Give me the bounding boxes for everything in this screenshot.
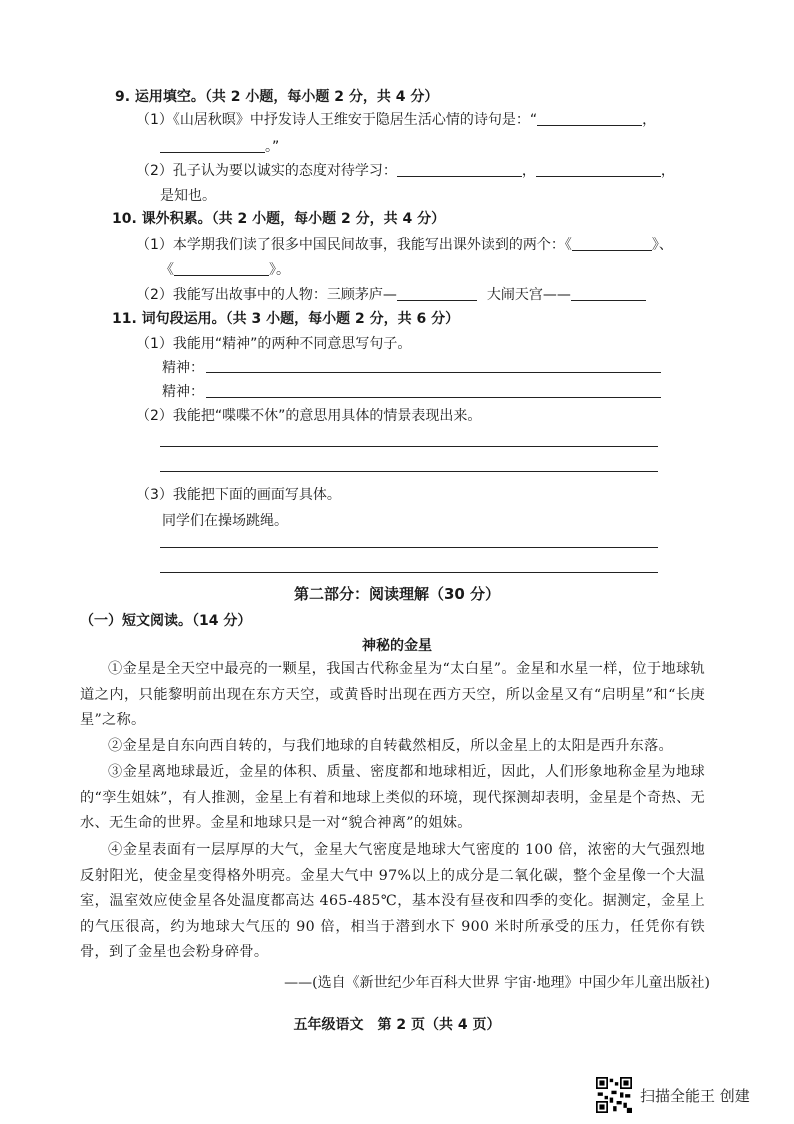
question-10-heading: 10. 课外积累。（共 2 小题，每小题 2 分，共 4 分） bbox=[112, 211, 446, 227]
article-paragraph-1: ①金星是全天空中最亮的一颗星，我国古代称金星为“太白星”。金星和水星一样，位于地球轨道之内，只能黎明前出现在东方天空，或黄昏时出现在西方天空，所以金星又有“启明星”和“长庚星”之称。 bbox=[80, 661, 705, 728]
qr-code-icon bbox=[596, 1077, 632, 1113]
punctuation: ， bbox=[642, 112, 657, 128]
article-source: ——(选自《新世纪少年百科大世界 宇宙·地理》中国少年儿童出版社) bbox=[284, 975, 710, 991]
word-label: 精神： bbox=[162, 360, 204, 376]
question-10-item-2-text: （2）我能写出故事中的人物：三顾茅庐— bbox=[136, 287, 397, 303]
punctuation: 《 bbox=[160, 262, 174, 278]
punctuation: 》。 bbox=[269, 262, 290, 278]
question-10-item-2 bbox=[136, 284, 646, 304]
answer-blank[interactable] bbox=[397, 286, 477, 301]
answer-blank[interactable] bbox=[537, 111, 642, 126]
question-10-item-1-text: （1）本学期我们读了很多中国民间故事，我能写出课外读到的两个：《 bbox=[136, 237, 572, 253]
answer-line[interactable] bbox=[160, 547, 658, 548]
answer-blank[interactable] bbox=[397, 162, 522, 177]
question-11-item-2: （2）我能把“喋喋不休”的意思用具体的情景表现出来。 bbox=[136, 408, 482, 424]
word-label: 精神： bbox=[162, 384, 204, 400]
scanner-watermark bbox=[596, 1077, 750, 1113]
answer-line[interactable] bbox=[206, 397, 661, 398]
answer-line[interactable] bbox=[160, 471, 658, 472]
question-11-heading: 11. 词句段运用。（共 3 小题，每小题 2 分，共 6 分） bbox=[112, 311, 460, 327]
part-2-title: 第二部分：阅读理解（30 分） bbox=[293, 585, 501, 603]
question-10-item-1-line-2 bbox=[160, 259, 290, 279]
punctuation: ， bbox=[660, 163, 675, 179]
question-11-item-1: （1）我能用“精神”的两种不同意思写句子。 bbox=[136, 336, 412, 352]
article-paragraph-4: ④金星表面有一层厚厚的大气，金星大气密度是地球大气密度的 100 倍，浓密的大气强烈地反射阳光，使金星变得格外明亮。金星大气中 97%以上的成分是二氧化碳，整个金星像一个大温室，温室效应使金星各处温度都高达 465-485℃，基本没有昼夜和四季的变化。据测定，金星上的气压很高，约为地球大气压的 90 倍，相当于潜到水下 900 米时所承受的压力，任凭你有铁骨，到了金星也会粉身碎骨。 bbox=[80, 842, 705, 960]
answer-line[interactable] bbox=[206, 372, 661, 373]
question-9-item-2-line-2: 是知也。 bbox=[160, 188, 216, 204]
page-footer: 五年级语文 第 2 页（共 4 页） bbox=[293, 1017, 501, 1033]
watermark-text: 扫描全能王 创建 bbox=[640, 1086, 750, 1105]
punctuation: 。” bbox=[265, 139, 280, 155]
question-10-item-1 bbox=[136, 234, 673, 254]
question-9-item-1-line-2 bbox=[160, 136, 279, 156]
question-9-item-2-text: （2）孔子认为要以诚实的态度对待学习： bbox=[136, 163, 397, 179]
question-11-item-3: （3）我能把下面的画面写具体。 bbox=[136, 487, 341, 503]
answer-blank[interactable] bbox=[572, 236, 652, 251]
question-9-item-1-text: （1）《山居秋暝》中抒发诗人王维安于隐居生活心情的诗句是：“ bbox=[136, 112, 538, 128]
answer-line[interactable] bbox=[160, 572, 658, 573]
question-9-item-1 bbox=[136, 109, 656, 129]
answer-blank[interactable] bbox=[571, 286, 646, 301]
scene-prompt: 同学们在操场跳绳。 bbox=[162, 513, 288, 529]
answer-blank[interactable] bbox=[160, 138, 265, 153]
question-9-heading: 9. 运用填空。（共 2 小题，每小题 2 分，共 4 分） bbox=[115, 89, 439, 105]
punctuation: 》、 bbox=[651, 237, 673, 253]
answer-blank[interactable] bbox=[536, 162, 661, 177]
article-title: 神秘的金星 bbox=[362, 638, 432, 654]
answer-blank[interactable] bbox=[174, 261, 269, 276]
question-10-item-2-text-2: 大闹天宫—— bbox=[486, 287, 571, 303]
answer-line[interactable] bbox=[160, 446, 658, 447]
article-paragraph-2: ②金星是自东向西自转的，与我们地球的自转截然相反，所以金星上的太阳是西升东落。 bbox=[108, 738, 674, 754]
section-heading: （一）短文阅读。（14 分） bbox=[80, 613, 252, 629]
article-paragraph-3: ③金星离地球最近，金星的体积、质量、密度都和地球相近，因此，人们形象地称金星为地球的“孪生姐妹”，有人推测，金星上有着和地球上类似的环境，现代探测却表明，金星是个奇热、无水、无生命的世界。金星和地球只是一对“貌合神离”的姐妹。 bbox=[80, 764, 705, 831]
question-9-item-2 bbox=[136, 160, 675, 180]
punctuation: ， bbox=[521, 163, 536, 179]
